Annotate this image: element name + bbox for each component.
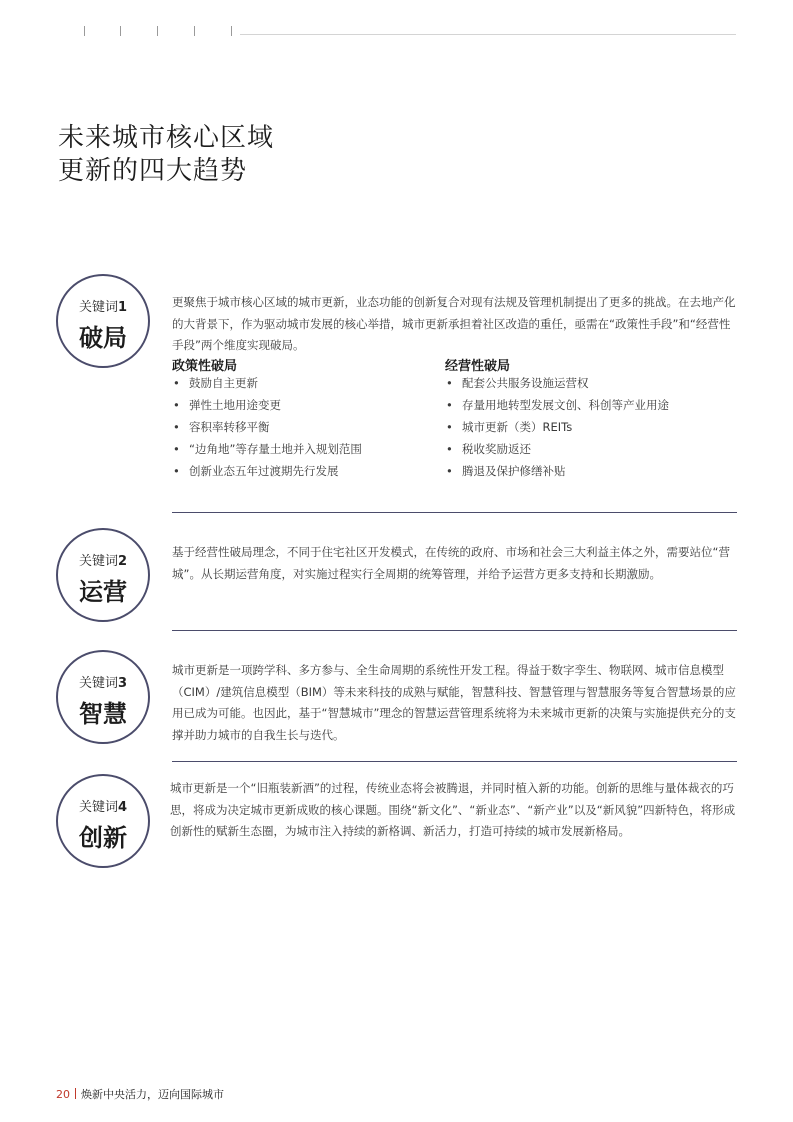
keyword-2-word: 运营 [79, 578, 127, 606]
page-footer [56, 1086, 224, 1102]
keyword-4-badge [56, 774, 150, 868]
footer-separator [75, 1088, 76, 1099]
keyword-1-word: 破局 [79, 324, 127, 352]
header-rule [0, 0, 793, 40]
list-item: • 腾退及保护修缮补贴 [446, 464, 566, 478]
page-title-line-2: 更新的四大趋势 [58, 156, 248, 186]
list-item: • 城市更新（类）REITs [446, 420, 573, 434]
keyword-2-label: 关键词2 [78, 554, 128, 569]
keyword-3-text: 城市更新是一项跨学科、多方参与、全生命周期的系统性开发工程。得益于数字孪生、物联网、城市信息模型（CIM）/建筑信息模型（BIM）等未来科技的成熟与赋能，智慧科技、智慧管理与智慧服务等复合智慧场景的应用已成为可能。也因此，基于“智慧城市”理念的智慧运营管理系统将为未来城市更新的决策与实施提供充分的支撑并助力城市的自我生长与迭代。 [172, 663, 736, 742]
operation-list [445, 372, 737, 482]
keyword-3-word: 智慧 [79, 700, 127, 728]
keyword-1-badge [56, 274, 150, 368]
keyword-4-label: 关键词4 [78, 800, 128, 815]
list-item: • 容积率转移平衡 [173, 420, 270, 434]
section-divider [172, 761, 737, 762]
list-item: • 创新业态五年过渡期先行发展 [173, 464, 339, 478]
list-item: • 鼓励自主更新 [173, 376, 258, 390]
list-item: • 配套公共服务设施运营权 [446, 376, 589, 390]
policy-heading: 政策性破局 [172, 359, 238, 374]
page-number: 20 [56, 1088, 70, 1101]
header-tick [84, 26, 85, 36]
header-tick [231, 26, 232, 36]
policy-list [172, 372, 432, 482]
header-tick [120, 26, 121, 36]
list-item: • 存量用地转型发展文创、科创等产业用途 [446, 398, 669, 412]
list-item: • 税收奖励返还 [446, 442, 531, 456]
list-item: • 弹性土地用途变更 [173, 398, 281, 412]
keyword-2-badge [56, 528, 150, 622]
keyword-1-label: 关键词1 [78, 300, 128, 315]
header-tick [157, 26, 158, 36]
operation-heading: 经营性破局 [445, 359, 511, 374]
footer-title: 焕新中央活力，迈向国际城市 [81, 1088, 224, 1101]
page-title [58, 122, 274, 188]
keyword-4-word: 创新 [79, 824, 127, 852]
section-divider [172, 512, 737, 513]
keyword-3-label: 关键词3 [78, 676, 128, 691]
header-line [240, 34, 736, 35]
keyword-3-badge [56, 650, 150, 744]
keyword-1-text: 更聚焦于城市核心区域的城市更新，业态功能的创新复合对现有法规及管理机制提出了更多的挑战。在去地产化的大背景下，作为驱动城市发展的核心举措，城市更新承担着社区改造的重任，亟需在“政策性手段”和“经营性手段”两个维度实现破局。 [172, 295, 736, 352]
page-title-line-1: 未来城市核心区域 [58, 123, 275, 153]
section-divider [172, 630, 737, 631]
keyword-4-text: 城市更新是一个“旧瓶装新酒”的过程，传统业态将会被腾退，并同时植入新的功能。创新的思维与量体裁衣的巧思，将成为决定城市更新成败的核心课题。围绕“新文化”、“新业态”、“新产业”以及“新风貌”四新特色，将形成创新性的赋新生态圈，为城市注入持续的新格调、新活力，打造可持续的城市发展新格局。 [170, 781, 736, 838]
header-tick [194, 26, 195, 36]
keyword-2-text: 基于经营性破局理念，不同于住宅社区开发模式，在传统的政府、市场和社会三大利益主体之外，需要站位“营城”。从长期运营角度，对实施过程实行全周期的统筹管理，并给予运营方更多支持和长期激励。 [172, 545, 730, 581]
list-item: • “边角地”等存量土地并入规划范围 [173, 442, 362, 456]
